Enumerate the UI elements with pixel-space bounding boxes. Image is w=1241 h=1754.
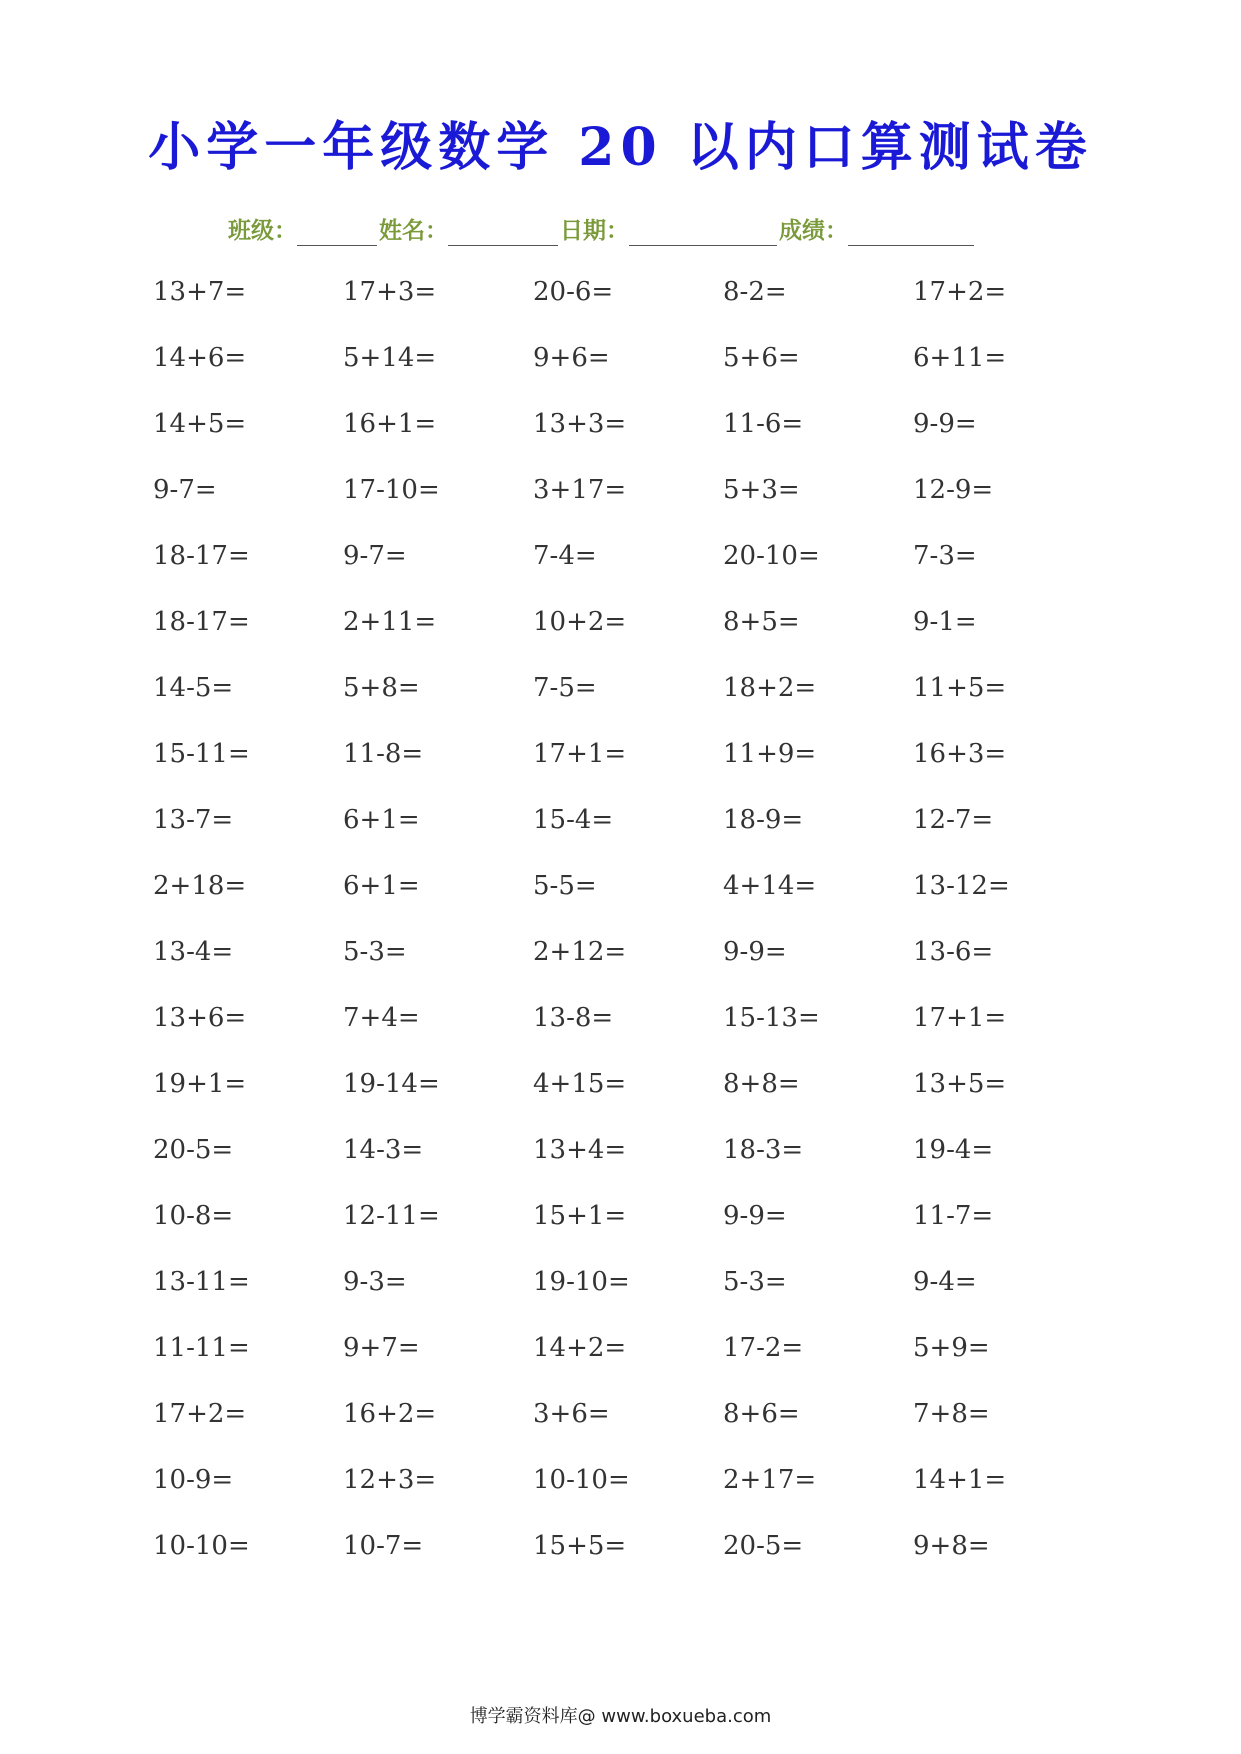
problem-item: 3+17= — [533, 475, 627, 505]
problem-item: 7-4= — [533, 541, 597, 571]
problem-row — [153, 272, 1053, 312]
problem-item: 20-6= — [533, 277, 614, 307]
problem-item: 9-4= — [913, 1267, 977, 1297]
problem-item: 9+8= — [913, 1531, 990, 1561]
problem-item: 9+6= — [533, 343, 610, 373]
problem-row — [153, 866, 1053, 906]
problem-item: 13+4= — [533, 1135, 627, 1165]
problem-item: 13+3= — [533, 409, 627, 439]
problem-item: 10-7= — [343, 1531, 424, 1561]
problem-item: 8+8= — [723, 1069, 800, 1099]
problem-item: 18+2= — [723, 673, 817, 703]
problem-item: 6+1= — [343, 871, 420, 901]
problem-item: 12+3= — [343, 1465, 437, 1495]
date-blank — [629, 219, 777, 246]
class-blank — [297, 219, 377, 246]
problem-item: 9-3= — [343, 1267, 407, 1297]
problem-item: 10-10= — [533, 1465, 630, 1495]
problem-item: 19-10= — [533, 1267, 630, 1297]
problem-item: 9-9= — [723, 937, 787, 967]
problem-item: 17-2= — [723, 1333, 804, 1363]
problem-row — [153, 932, 1053, 972]
problem-item: 13-12= — [913, 871, 1010, 901]
problem-item: 11-7= — [913, 1201, 994, 1231]
problem-item: 5+6= — [723, 343, 800, 373]
problem-item: 17-10= — [343, 475, 440, 505]
problem-item: 7+8= — [913, 1399, 990, 1429]
problem-row — [153, 998, 1053, 1038]
problem-item: 9+7= — [343, 1333, 420, 1363]
problem-item: 6+11= — [913, 343, 1007, 373]
problem-item: 7-3= — [913, 541, 977, 571]
problem-item: 4+14= — [723, 871, 817, 901]
problem-item: 16+1= — [343, 409, 437, 439]
problem-item: 10-9= — [153, 1465, 234, 1495]
problem-item: 8-2= — [723, 277, 787, 307]
problem-row — [153, 404, 1053, 444]
problem-item: 10-10= — [153, 1531, 250, 1561]
problem-item: 2+17= — [723, 1465, 817, 1495]
problem-item: 5-3= — [343, 937, 407, 967]
score-blank — [848, 219, 974, 246]
problem-item: 12-7= — [913, 805, 994, 835]
problem-item: 9-9= — [913, 409, 977, 439]
problem-row — [153, 734, 1053, 774]
problem-row — [153, 668, 1053, 708]
problem-item: 3+6= — [533, 1399, 610, 1429]
problem-row — [153, 1196, 1053, 1236]
problem-row — [153, 1328, 1053, 1368]
problem-item: 18-17= — [153, 541, 250, 571]
problem-item: 11-11= — [153, 1333, 250, 1363]
problem-item: 18-9= — [723, 805, 804, 835]
problem-item: 12-11= — [343, 1201, 440, 1231]
problem-item: 9-9= — [723, 1201, 787, 1231]
name-blank — [448, 219, 558, 246]
problem-item: 13-7= — [153, 805, 234, 835]
problem-item: 15+5= — [533, 1531, 627, 1561]
problem-item: 17+2= — [153, 1399, 247, 1429]
problem-item: 14+1= — [913, 1465, 1007, 1495]
problem-item: 16+2= — [343, 1399, 437, 1429]
problem-row — [153, 1130, 1053, 1170]
problem-item: 20-5= — [723, 1531, 804, 1561]
problem-row — [153, 1526, 1053, 1566]
problem-item: 11+5= — [913, 673, 1007, 703]
problem-item: 13-11= — [153, 1267, 250, 1297]
problem-item: 2+11= — [343, 607, 437, 637]
problem-row — [153, 536, 1053, 576]
score-label: 成绩： — [779, 218, 848, 244]
problem-item: 11-8= — [343, 739, 424, 769]
problem-row — [153, 1460, 1053, 1500]
problem-row — [153, 602, 1053, 642]
problem-item: 15-11= — [153, 739, 250, 769]
problem-item: 5+8= — [343, 673, 420, 703]
problem-item: 16+3= — [913, 739, 1007, 769]
problem-item: 13-6= — [913, 937, 994, 967]
problem-item: 13+5= — [913, 1069, 1007, 1099]
problem-item: 18-17= — [153, 607, 250, 637]
problem-item: 13-4= — [153, 937, 234, 967]
problem-row — [153, 1394, 1053, 1434]
problem-item: 12-9= — [913, 475, 994, 505]
problem-item: 15+1= — [533, 1201, 627, 1231]
problem-item: 17+3= — [343, 277, 437, 307]
problem-item: 5-5= — [533, 871, 597, 901]
problem-item: 5-3= — [723, 1267, 787, 1297]
problem-row — [153, 338, 1053, 378]
problem-item: 19-4= — [913, 1135, 994, 1165]
problem-item: 14+5= — [153, 409, 247, 439]
problem-item: 2+18= — [153, 871, 247, 901]
problem-item: 8+5= — [723, 607, 800, 637]
problem-item: 9-7= — [343, 541, 407, 571]
problem-item: 11+9= — [723, 739, 817, 769]
problem-item: 5+3= — [723, 475, 800, 505]
problem-item: 13+7= — [153, 277, 247, 307]
problem-item: 20-10= — [723, 541, 820, 571]
student-info-row — [228, 212, 976, 246]
problem-item: 9-1= — [913, 607, 977, 637]
problem-item: 8+6= — [723, 1399, 800, 1429]
problem-item: 14+6= — [153, 343, 247, 373]
problem-item: 17+2= — [913, 277, 1007, 307]
problem-item: 17+1= — [913, 1003, 1007, 1033]
problem-item: 10+2= — [533, 607, 627, 637]
page-title: 小学一年级数学 20 以内口算测试卷 — [148, 117, 1093, 178]
problem-row — [153, 800, 1053, 840]
date-label: 日期： — [560, 218, 629, 244]
problem-item: 14-5= — [153, 673, 234, 703]
problem-item: 13+6= — [153, 1003, 247, 1033]
problem-item: 18-3= — [723, 1135, 804, 1165]
problem-row — [153, 1262, 1053, 1302]
problem-item: 6+1= — [343, 805, 420, 835]
problem-item: 7-5= — [533, 673, 597, 703]
problem-item: 5+14= — [343, 343, 437, 373]
problem-item: 7+4= — [343, 1003, 420, 1033]
problem-item: 15-13= — [723, 1003, 820, 1033]
problem-item: 20-5= — [153, 1135, 234, 1165]
problem-item: 13-8= — [533, 1003, 614, 1033]
problem-item: 5+9= — [913, 1333, 990, 1363]
problem-item: 2+12= — [533, 937, 627, 967]
name-label: 姓名： — [379, 218, 448, 244]
problem-item: 11-6= — [723, 409, 804, 439]
footer-watermark: 博学霸资料库@ www.boxueba.com — [469, 1706, 772, 1727]
problem-item: 10-8= — [153, 1201, 234, 1231]
class-label: 班级： — [228, 218, 297, 244]
problem-item: 19+1= — [153, 1069, 247, 1099]
problem-item: 19-14= — [343, 1069, 440, 1099]
problem-item: 15-4= — [533, 805, 614, 835]
problem-row — [153, 1064, 1053, 1104]
problem-row — [153, 470, 1053, 510]
problem-item: 14-3= — [343, 1135, 424, 1165]
problem-item: 9-7= — [153, 475, 217, 505]
problem-item: 14+2= — [533, 1333, 627, 1363]
problem-item: 4+15= — [533, 1069, 627, 1099]
problem-item: 17+1= — [533, 739, 627, 769]
